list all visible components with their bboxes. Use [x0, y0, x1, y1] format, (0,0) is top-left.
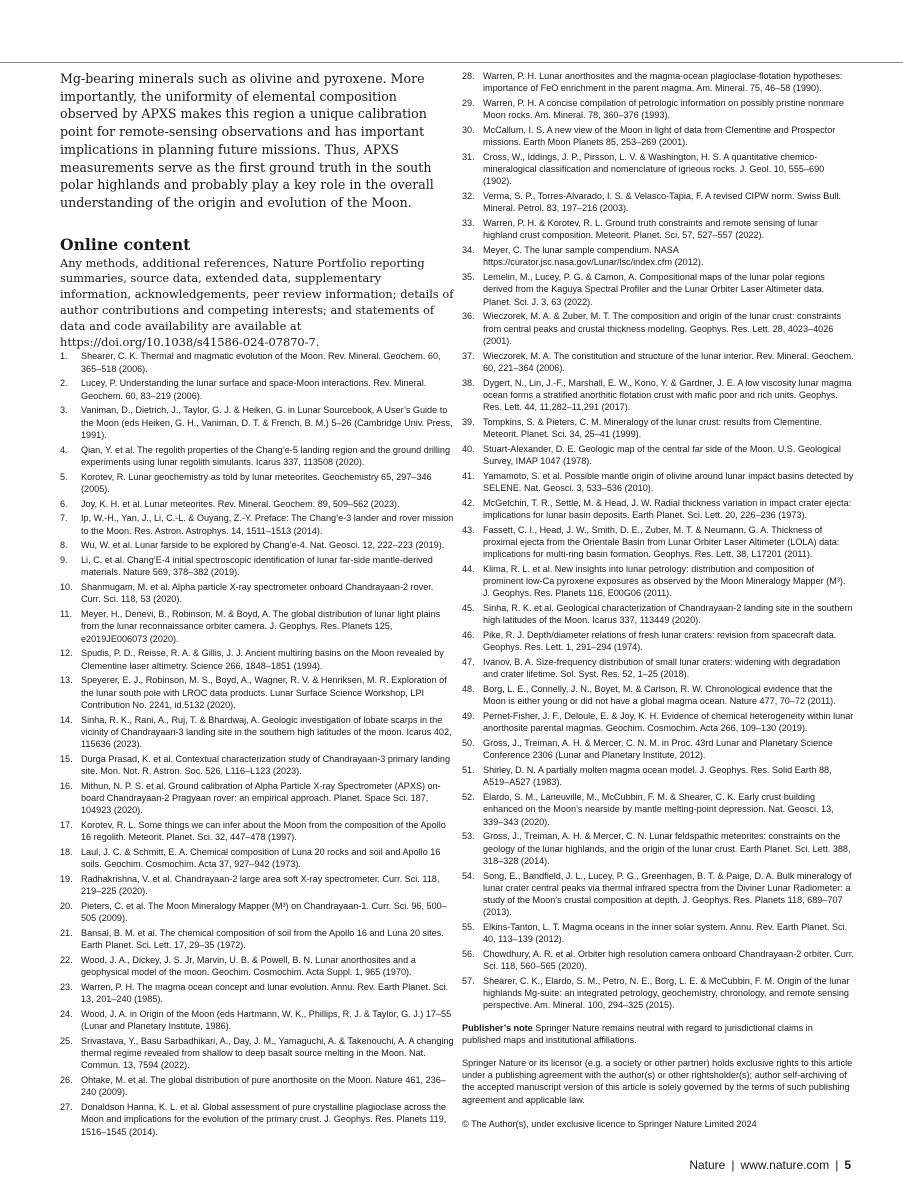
reference-text: Durga Prasad, K. et al. Contextual characterization study of Chandrayaan-3 primary landing site. Mon. Not. R. Astron. Soc. 526, L116–L123 (2023).	[81, 753, 450, 777]
reference-text: Yamamoto, S. et al. Possible mantle origin of olivine around lunar impact basins detected by SELENE. Nat. Geosci. 3, 533–536 (2010).	[483, 470, 854, 494]
reference-number: 56.	[462, 949, 475, 960]
reference-number: 38.	[462, 377, 475, 388]
publishers-note-label: Publisher’s note	[462, 1022, 533, 1033]
reference-item	[462, 416, 854, 440]
reference-item	[462, 97, 854, 121]
reference-item	[60, 350, 455, 374]
reference-number: 42.	[462, 497, 475, 508]
reference-number: 2.	[60, 378, 68, 389]
reference-number: 35.	[462, 272, 475, 283]
reference-number: 18.	[60, 847, 73, 858]
reference-number: 33.	[462, 218, 475, 229]
reference-number: 46.	[462, 630, 475, 641]
publishers-note-text: Springer Nature remains neutral with regard to jurisdictional claims in published maps and institutional affiliations.	[462, 1022, 813, 1045]
reference-number: 17.	[60, 820, 73, 831]
reference-number: 30.	[462, 125, 475, 135]
reference-item	[60, 674, 455, 711]
reference-text: Klima, R. L. et al. New insights into lunar petrology: distribution and composition of prominent low-Ca pyroxene exposures as observed by the Moon Mineralogy Mapper (M³). J. Geophys. Res. Planets 116, E00G06 (2011).	[483, 564, 846, 599]
reference-number: 14.	[60, 714, 73, 725]
reference-item	[462, 70, 854, 94]
reference-number: 51.	[462, 765, 475, 776]
reference-item	[462, 683, 854, 707]
reference-text: Li, C. et al. Chang’E-4 initial spectroscopic identification of lunar far-side mantle-derived materials. Nature 569, 378–382 (2019).	[81, 555, 433, 578]
reference-item	[462, 244, 854, 268]
reference-number: 23.	[60, 982, 73, 993]
reference-item	[462, 656, 854, 680]
reference-text: Donaldson Hanna, K. L. et al. Global assessment of pure crystalline plagioclase across the Moon and implications for the evolution of the primary crust. J. Geophys. Res. Planets 119, 1516–1545 (2014).	[81, 1102, 447, 1137]
reference-text: Srivastava, Y., Basu Sarbadhikari, A., Day, J. M., Yamaguchi, A. & Takenouchi, A. A changing thermal regime revealed from shallow to deep basalt source melting in the Moon. Nat. Commun. 13, 7594 (2022).	[81, 1036, 454, 1071]
reference-text: Cross, W., Iddings, J. P., Pirsson, L. V. & Washington, H. S. A quantitative chemico-mineralogical classification and nomenclature of igneous rocks. J. Geol. 10, 555–690 (1902).	[483, 152, 825, 187]
reference-text: Warren, P. H. The magma ocean concept and lunar evolution. Annu. Rev. Earth Planet. Sci. 13, 201–240 (1985).	[81, 982, 449, 1005]
reference-item	[60, 539, 455, 551]
reference-number: 1.	[60, 351, 68, 362]
reference-number: 53.	[462, 831, 475, 842]
reference-item	[60, 714, 455, 751]
header-rule	[0, 62, 903, 63]
reference-item	[462, 124, 854, 148]
reference-text: Pernet-Fisher, J. F., Deloule, E. & Joy, K. H. Evidence of chemical heterogeneity within lunar anorthosite parental magmas. Geochim. Cosmochim. Acta 266, 109–130 (2019).	[483, 711, 854, 734]
reference-item	[60, 846, 455, 870]
reference-number: 20.	[60, 901, 73, 912]
reference-number: 54.	[462, 870, 475, 881]
reference-item	[60, 780, 455, 817]
reference-item	[462, 737, 854, 761]
reference-text: Wu, W. et al. Lunar farside to be explored by Chang’e-4. Nat. Geosci. 12, 222–223 (2019).	[81, 540, 445, 551]
reference-number: 11.	[60, 609, 72, 620]
reference-text: Fassett, C. I., Head, J. W., Smith, D. E., Zuber, M. T. & Neumann, G. A. Thickness of proximal ejecta from the Orientale Basin from Lunar Orbiter Laser Altimeter (LOLA) data: implications for multi-ring basin formation. Geophys. Res. Lett. 38, L17201 (2011).	[483, 524, 840, 560]
notes-section	[462, 1022, 854, 1130]
reference-text: Elardo, S. M., Laneuville, M., McCubbin, F. M. & Shearer, C. K. Early crust building enhanced on the Moon’s nearside by mantle melting-point depression. Nat. Geosci. 13, 339–343 (2020).	[483, 792, 834, 827]
reference-item	[462, 151, 854, 188]
reference-number: 39.	[462, 416, 475, 427]
reference-item	[60, 900, 455, 924]
reference-number: 6.	[60, 498, 68, 509]
left-column	[60, 70, 455, 1140]
reference-number: 32.	[462, 191, 475, 202]
reference-number: 36.	[462, 311, 475, 322]
reference-text: Pieters, C. et al. The Moon Mineralogy Mapper (M³) on Chandrayaan-1. Curr. Sci. 96, 500–505 (2009).	[81, 901, 447, 924]
reference-item	[462, 791, 854, 828]
reference-item	[462, 602, 854, 626]
reference-item	[462, 190, 854, 214]
publishers-note	[462, 1022, 854, 1046]
reference-item	[462, 975, 854, 1012]
reference-number: 7.	[60, 513, 68, 524]
reference-item	[462, 524, 854, 561]
copyright-line: © The Author(s), under exclusive licence to Springer Nature Limited 2024	[462, 1118, 757, 1129]
reference-number: 15.	[60, 753, 73, 764]
reference-text: Stuart-Alexander, D. E. Geologic map of the central far side of the Moon. U.S. Geological Survey, IMAP 1047 (1978).	[483, 443, 841, 467]
reference-item	[60, 554, 455, 578]
reference-number: 34.	[462, 245, 475, 256]
reference-item	[462, 870, 854, 919]
reference-text: Warren, P. H. Lunar anorthosites and the magma-ocean plagioclase-flotation hypotheses: importance of FeO enrichment in the parent magma. Am. Mineral. 75, 46–58 (1990).	[483, 71, 843, 94]
reference-item	[60, 1074, 455, 1098]
reference-item	[462, 310, 854, 347]
reference-item	[60, 1035, 455, 1072]
reference-item	[462, 377, 854, 414]
reference-text: Wood, J. A., Dickey, J. S. Jr, Marvin, U. B. & Powell, B. N. Lunar anorthosites and a geophysical model of the moon. Geochim. Cosmochim. Acta Suppl. 1, 965 (1970).	[81, 955, 416, 978]
reference-number: 41.	[462, 470, 475, 481]
reference-text: Joy, K. H. et al. Lunar meteorites. Rev. Mineral. Geochem. 89, 509–562 (2023).	[81, 498, 400, 509]
reference-item	[60, 1008, 455, 1032]
reference-number: 57.	[462, 976, 475, 987]
reference-number: 44.	[462, 564, 475, 575]
reference-number: 37.	[462, 350, 475, 361]
reference-text: Bansal, B. M. et al. The chemical composition of soil from the Apollo 16 and Luna 20 sites. Earth Planet. Sci. Lett. 17, 29–35 (1972).	[81, 928, 444, 951]
reference-item	[60, 647, 455, 671]
reference-text: Shirley, D. N. A partially molten magma ocean model. J. Geophys. Res. Solid Earth 88, A519–A527 (1983).	[483, 765, 832, 788]
reference-text: Korotev, R. Lunar geochemistry as told by lunar meteorites. Geochemistry 65, 297–346 (2005).	[81, 471, 432, 494]
reference-number: 31.	[462, 152, 475, 162]
reference-item	[462, 921, 854, 945]
reference-item	[462, 271, 854, 308]
reference-number: 47.	[462, 657, 475, 668]
reference-text: Speyerer, E. J., Robinson, M. S., Boyd, A., Wagner, R. V. & Henriksen, M. R. Exploration of the lunar south pole with LROC data products. Lunar Surface Science Workshop, LPI Contribution No. 2241, id.5132 (2020).	[81, 675, 447, 710]
reference-list-left	[60, 350, 455, 1137]
reference-item	[60, 471, 455, 495]
reference-item	[462, 497, 854, 521]
rights-statement: Springer Nature or its licensor (e.g. a society or other partner) holds exclusive rights to this article under a publishing agreement with the author(s) or other rightsholder(s); author self-archiving of the accepted manuscript version of this article is solely governed by the terms of such publishing agreement and applicable law.	[462, 1058, 853, 1105]
reference-text: Verma, S. P., Torres-Alvarado, I. S. & Velasco-Tapia, F. A revised CIPW norm. Swiss Bull. Mineral. Petrol. 83, 197–216 (2003).	[483, 191, 841, 214]
reference-text: Ip, W.-H., Yan, J., Li, C.-L. & Ouyang, Z.-Y. Preface: The Chang’e-3 lander and rover mission to the Moon. Res. Astron. Astrophys. 14, 1511–1513 (2014).	[81, 513, 454, 536]
reference-text: Lemelin, M., Lucey, P. G. & Camon, A. Compositional maps of the lunar polar regions derived from the Kaguya Spectral Profiler and the Lunar Orbiter Laser Altimeter data. Planet. Sci. J. 3, 63 (2022).	[483, 272, 825, 307]
reference-text: Sinha, R. K., Rani, A., Ruj, T. & Bhardwaj, A. Geologic investigation of lobate scarps in the vicinity of Chandrayaan-3 landing site in the southern high latitudes of the moon. Icarus 402, 115636 (2023).	[81, 714, 452, 750]
reference-number: 13.	[60, 675, 73, 686]
online-content-heading: Online content	[60, 234, 191, 254]
reference-item	[462, 350, 854, 374]
reference-text: Sinha, R. K. et al. Geological characterization of Chandrayaan-2 landing site in the southern high latitudes of the Moon. Icarus 337, 113449 (2020).	[483, 603, 853, 626]
reference-text: Chowdhury, A. R. et al. Orbiter high resolution camera onboard Chandrayaan-2 orbiter. Curr. Sci. 118, 560–565 (2020).	[483, 949, 854, 972]
reference-number: 40.	[462, 443, 475, 454]
reference-item	[60, 981, 455, 1005]
reference-text: Spudis, P. D., Reisse, R. A. & Gillis, J. J. Ancient multiring basins on the Moon revealed by Clementine laser altimetry. Science 266, 1848–1851 (1994).	[81, 648, 444, 671]
reference-text: Korotev, R. L. Some things we can infer about the Moon from the composition of the Apollo 16 regolith. Meteorit. Planet. Sci. 32, 447–478 (1997).	[81, 820, 446, 843]
reference-number: 45.	[462, 603, 475, 614]
reference-item	[462, 217, 854, 241]
reference-list-right	[462, 70, 854, 1012]
reference-number: 29.	[462, 98, 475, 108]
reference-number: 19.	[60, 874, 73, 885]
reference-number: 9.	[60, 555, 68, 566]
reference-number: 4.	[60, 444, 68, 455]
reference-number: 5.	[60, 471, 68, 482]
reference-number: 25.	[60, 1036, 73, 1047]
reference-number: 22.	[60, 955, 73, 966]
reference-text: Song, E., Bandfield, J. L., Lucey, P. G., Greenhagen, B. T. & Paige, D. A. Bulk mineralogy of lunar crater central peaks via thermal infrared spectra from the Diviner Lunar Radiometer: a study of the Moon’s crustal composition at depth. J. Geophys. Res. Planets 118, 689–707 (2013).	[483, 870, 852, 918]
reference-item	[60, 377, 455, 401]
reference-number: 28.	[462, 71, 475, 81]
reference-number: 26.	[60, 1075, 73, 1086]
reference-text: Wieczorek, M. A. The constitution and structure of the lunar interior. Rev. Mineral. Geochem. 60, 221–364 (2006).	[483, 350, 854, 373]
reference-item	[60, 873, 455, 897]
reference-text: Wieczorek, M. A. & Zuber, M. T. The composition and origin of the lunar crust: constraints from central peaks and crustal thickness modeling. Geophys. Res. Lett. 28, 4023–4026 (2001).	[483, 311, 842, 346]
reference-text: Ivanov, B. A. Size-frequency distribution of small lunar craters: widening with degradation and crater lifetime. Sol. Syst. Res. 52, 1–25 (2018).	[483, 657, 841, 680]
reference-item	[462, 948, 854, 972]
reference-text: Gross, J., Treiman, A. H. & Mercer, C. N. Lunar feldspathic meteorites: constraints on the geology of the lunar highlands, and the origin of the lunar crust. Earth Planet. Sci. Lett. 388, 318–328 (2014).	[483, 831, 851, 866]
reference-text: Shearer, C. K. Thermal and magmatic evolution of the Moon. Rev. Mineral. Geochem. 60, 365–518 (2006).	[81, 351, 441, 374]
reference-item	[60, 404, 455, 441]
reference-number: 49.	[462, 711, 475, 722]
page-number: 5	[844, 1158, 851, 1172]
reference-number: 52.	[462, 792, 475, 803]
reference-item	[60, 498, 455, 510]
reference-number: 10.	[60, 582, 73, 593]
reference-number: 16.	[60, 780, 73, 791]
reference-text: Gross, J., Treiman, A. H. & Mercer, C. N. M. in Proc. 43rd Lunar and Planetary Science Conference 2306 (Lunar and Planetary Institute, 2012).	[483, 738, 833, 761]
reference-item	[60, 954, 455, 978]
reference-number: 55.	[462, 922, 475, 933]
page-footer	[689, 1158, 851, 1172]
reference-text: Laul, J. C. & Schmitt, E. A. Chemical composition of Luna 20 rocks and soil and Apollo 16 soils. Geochim. Cosmochim. Acta 37, 927–942 (1973).	[81, 847, 441, 870]
reference-text: Warren, P. H. A concise compilation of petrologic information on possibly pristine nonmare Moon rocks. Am. Mineral. 78, 360–376 (1993).	[483, 98, 844, 121]
reference-text: Meyer, H., Denevi, B., Robinson, M. & Boyd, A. The global distribution of lunar light plains from the lunar reconnaissance orbiter camera. J. Geophys. Res. Planets 125, e2019JE006073 (2020).	[81, 609, 441, 644]
reference-text: Ohtake, M. et al. The global distribution of pure anorthosite on the Moon. Nature 461, 236–240 (2009).	[81, 1075, 446, 1098]
reference-item	[462, 563, 854, 600]
reference-text: Shanmugam, M. et al. Alpha particle X-ray spectrometer onboard Chandrayaan-2 rover. Curr. Sci. 118, 53 (2020).	[81, 582, 434, 605]
reference-item	[462, 710, 854, 734]
reference-text: Meyer, C. The lunar sample compendium. NASA https://curator.jsc.nasa.gov/Lunar/lsc/index.cfm (2012).	[483, 245, 704, 268]
reference-number: 43.	[462, 524, 475, 535]
reference-text: Shearer, C. K., Elardo, S. M., Petro, N. E., Borg, L. E. & McCubbin, F. M. Origin of the lunar highlands Mg-suite: an integrated petrology, geochemistry, chronology, and remote sensing perspective. Am. Mineral. 100, 294–325 (2015).	[483, 976, 850, 1011]
reference-number: 50.	[462, 738, 475, 749]
reference-item	[462, 764, 854, 788]
reference-text: Dygert, N., Lin, J.-F., Marshall, E. W., Kono, Y. & Gardner, J. E. A low viscosity lunar magma ocean forms a stratified anorthitic flotation crust with mafic poor and rich units. Geophys. Res. Lett. 44, 11,282–11,291 (2017).	[483, 377, 852, 413]
online-content-text: Any methods, additional references, Nature Portfolio reporting summaries, source data, extended data, supplementary information, acknowledgements, peer review information; details of author contributions and competing interests; and statements of data and code availability are available at https://doi.org/10.1038/s41586-024-07870-7.	[60, 255, 454, 349]
footer-separator: |	[835, 1158, 839, 1172]
footer-separator: |	[731, 1158, 735, 1172]
reference-item	[60, 608, 455, 645]
reference-number: 3.	[60, 405, 68, 416]
reference-item	[60, 927, 455, 951]
reference-text: Mithun, N. P. S. et al. Ground calibration of Alpha Particle X-ray Spectrometer (APXS) on-board Chandrayaan-2 Pragyaan rover: an empirical approach. Planet. Space Sci. 187, 104923 (2020).	[81, 780, 441, 816]
reference-text: Elkins-Tanton, L. T. Magma oceans in the inner solar system. Annu. Rev. Earth Planet. Sci. 40, 113–139 (2012).	[483, 922, 848, 945]
right-column	[462, 70, 854, 1130]
reference-text: Qian, Y. et al. The regolith properties of the Chang’e-5 landing region and the ground drilling experiments using lunar regolith simulants. Icarus 337, 113508 (2020).	[81, 444, 451, 467]
reference-item	[60, 444, 455, 468]
reference-text: Borg, L. E., Connelly, J. N., Boyet, M. & Carlson, R. W. Chronological evidence that the Moon is either young or did not have a global magma ocean. Nature 477, 70–72 (2011).	[483, 684, 836, 707]
reference-text: Tompkins, S. & Pieters, C. M. Mineralogy of the lunar crust: results from Clementine. Meteorit. Planet. Sci. 34, 25–41 (1999).	[483, 416, 823, 440]
reference-item	[60, 819, 455, 843]
reference-text: Vaniman, D., Dietrich, J., Taylor, G. J. & Heiken, G. in Lunar Sourcebook, A User’s Guide to the Moon (eds Heiken, G. H., Vaniman, D. T. & French, B. M.) 5–26 (Cambridge Univ. Press, 1991).	[81, 405, 453, 440]
reference-item	[462, 830, 854, 867]
reference-item	[462, 470, 854, 494]
reference-number: 12.	[60, 648, 73, 659]
reference-number: 48.	[462, 684, 475, 695]
reference-text: McCallum, I. S. A new view of the Moon in light of data from Clementine and Prospector missions. Earth Moon Planets 85, 253–269 (2001).	[483, 125, 836, 148]
reference-item	[60, 512, 455, 536]
reference-number: 27.	[60, 1102, 73, 1113]
reference-number: 21.	[60, 928, 73, 939]
reference-text: Lucey, P. Understanding the lunar surface and space-Moon interactions. Rev. Mineral. Geochem. 60, 83–219 (2006).	[81, 378, 427, 401]
reference-text: Warren, P. H. & Korotev, R. L. Ground truth constraints and remote sensing of lunar highland crust composition. Meteorit. Planet. Sci. 57, 527–557 (2022).	[483, 218, 818, 241]
body-paragraph: Mg-bearing minerals such as olivine and pyroxene. More importantly, the uniformity of elemental composition observed by APXS makes this region a unique calibration point for remote-sensing observations and has important implications in planning future missions. Thus, APXS measurements serve as the first ground truth in the south polar highlands and probably play a key role in the overall understanding of the origin and evolution of the Moon.	[60, 71, 434, 210]
reference-item	[60, 753, 455, 777]
reference-text: Radhakrishna, V. et al. Chandrayaan-2 large area soft X-ray spectrometer. Curr. Sci. 118, 219–225 (2020).	[81, 874, 440, 897]
reference-text: Wood, J. A. in Origin of the Moon (eds Hartmann, W. K., Phillips, R. J. & Taylor, G. J.) 17–55 (Lunar and Planetary Institute, 1986).	[81, 1009, 452, 1032]
reference-item	[60, 1101, 455, 1138]
reference-item	[462, 629, 854, 653]
reference-number: 8.	[60, 540, 68, 551]
footer-journal: Nature	[689, 1158, 726, 1172]
reference-text: Pike, R. J. Depth/diameter relations of fresh lunar craters: revision from spacecraft data. Geophys. Res. Lett. 1, 291–294 (1974).	[483, 630, 837, 653]
reference-item	[462, 443, 854, 467]
reference-text: McGetchin, T. R., Settle, M. & Head, J. W. Radial thickness variation in impact crater ejecta: implications for lunar basin deposits. Earth Planet. Sci. Lett. 20, 226–236 (1973).	[483, 497, 852, 521]
reference-item	[60, 581, 455, 605]
footer-url[interactable]: www.nature.com	[740, 1158, 830, 1172]
reference-number: 24.	[60, 1009, 73, 1020]
